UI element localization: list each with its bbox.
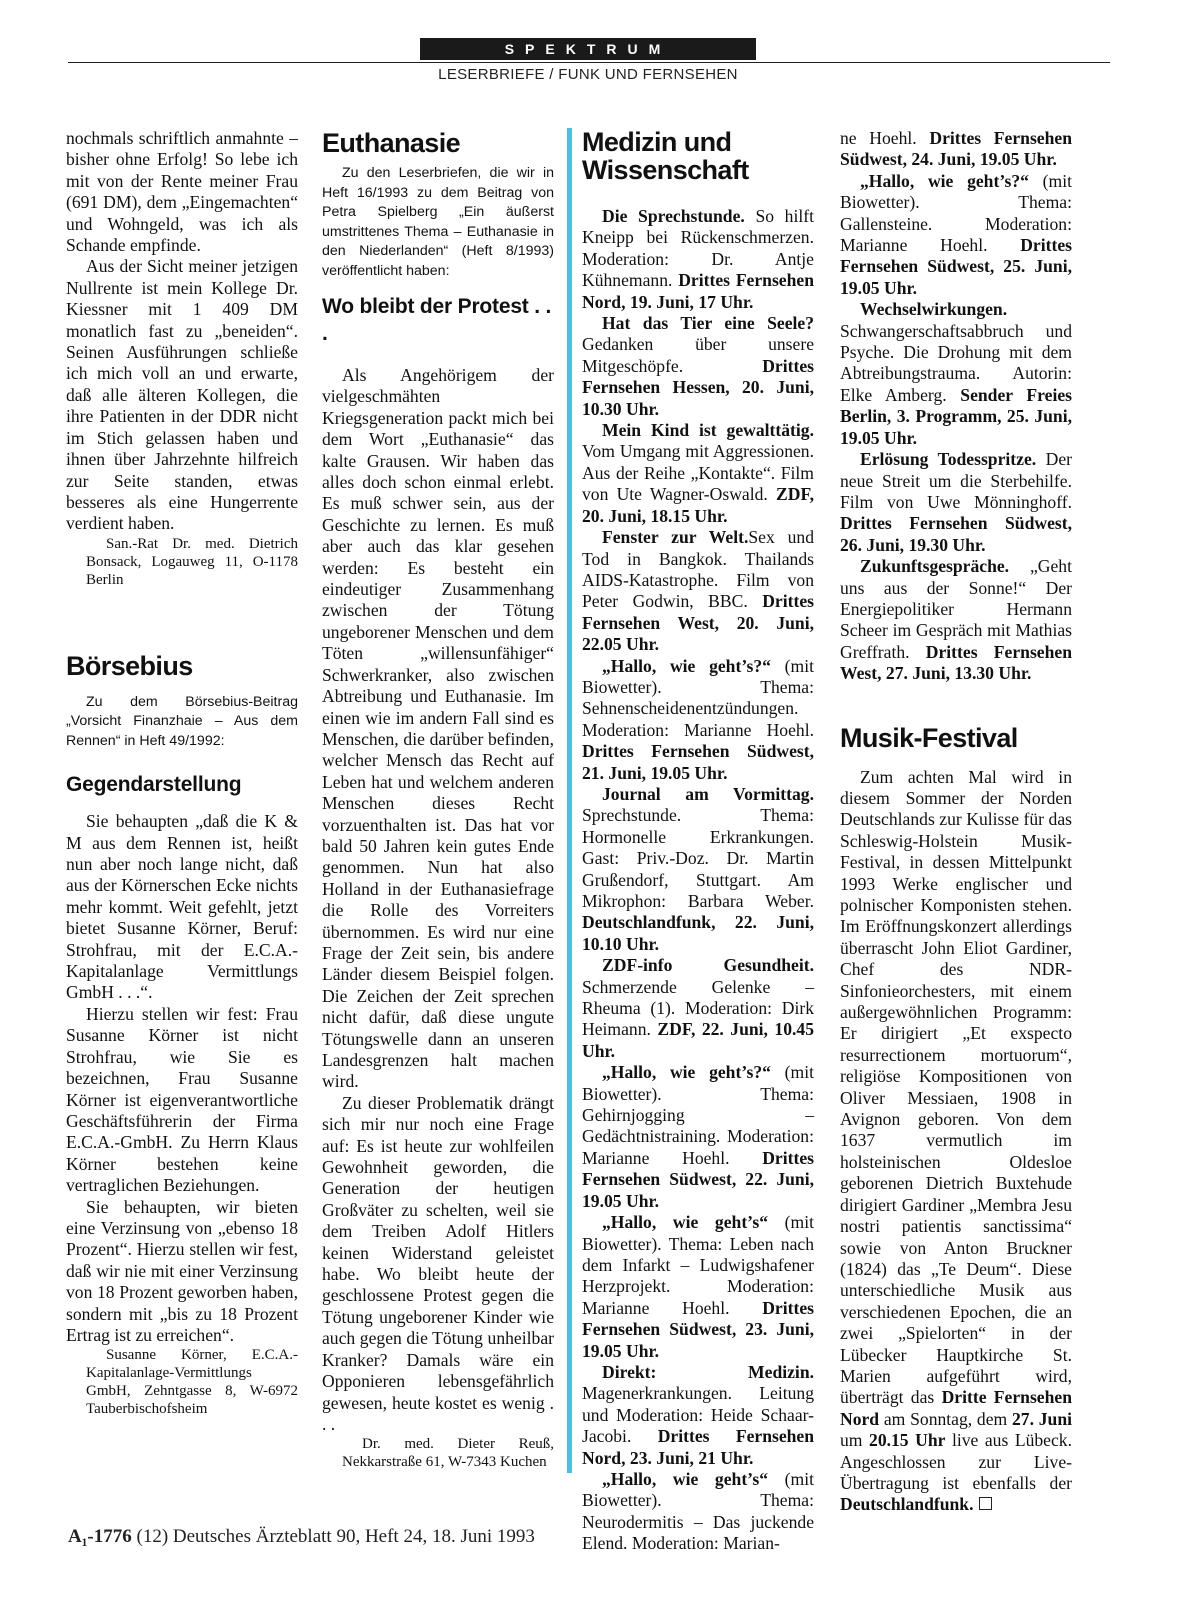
letter-paragraph: Hierzu stellen wir fest: Frau Susanne Körner ist nicht Strohfrau, wie Sie es bezeichnen, Frau Susanne Körner ist eigenverantwortliche Geschäftsführerin der Firma E.C.A.-GmbH. Zu Herrn Klaus Körner bestehen keine vertraglichen Beziehungen.: [66, 1003, 298, 1196]
letter-signature: Susanne Körner, E.C.A.-Kapitalanlage-Vermittlungs GmbH, Zehntgasse 8, W-6972 Tauberbischofsheim: [86, 1347, 298, 1418]
letter-signature: San.-Rat Dr. med. Dietrich Bonsack, Logauweg 11, O-1178 Berlin: [86, 535, 298, 588]
tv-listing: „Hallo, wie geht’s“ (mit Biowetter). Thema: Leben nach dem Infarkt – Ludwigshafener Herzprojekt. Moderation: Marianne Hoehl. Drittes Fernsehen Südwest, 23. Juni, 19.05 Uhr.: [582, 1212, 814, 1361]
subsection-title: Wo bleibt der Protest . . .: [322, 295, 552, 345]
tv-listing: Zukunftsgespräche. „Geht uns aus der Sonne!“ Der Energiepolitiker Hermann Scheer im Gespräch mit Mathias Greffrath. Drittes Fernsehen West, 27. Juni, 13.30 Uhr.: [840, 556, 1072, 684]
page-number: A₁-1776: [68, 1526, 132, 1547]
column-3: [582, 128, 814, 1555]
letter-paragraph: Zu dieser Problematik drängt sich mir nur noch eine Frage auf: Es ist heute zur wohlfeilen Gewohnheit geworden, die Generation der heutigen Großväter zu schelten, weil sie dem Treiben Adolf Hitlers keinen Widerstand geleistet habe. Wo bleibt heute der geschlossene Protest gegen die Tötung ungeborener Kinder wie auch gegen die Tötung unheilbar Kranker? Damals wäre ein Opponieren lebensgefährlich gewesen, heute kostet es wenig . . .: [322, 1092, 554, 1434]
section-title-medizin: Medizin und Wissenschaft: [582, 127, 749, 185]
publication-info: (12) Deutsches Ärzteblatt 90, Heft 24, 18. Juni 1993: [136, 1526, 535, 1547]
end-of-article-icon: [979, 1497, 992, 1510]
letter-paragraph: Sie behaupten, wir bieten eine Verzinsung von „ebenso 18 Prozent“. Hierzu stellen wir fest, daß wir nie mit einer Verzinsung von 18 Prozent geworben haben, sondern mit „bis zu 18 Prozent Ertrag ist zu erreichen“.: [66, 1196, 298, 1345]
header-rule: [68, 62, 1110, 63]
column-2: [322, 128, 554, 1471]
festival-paragraph: Zum achten Mal wird in diesem Sommer der Norden Deutschlands zur Kulisse für das Schleswig-Holstein Musik-Festival, in dessen Mittelpunkt 1993 Werke englischer und polnischer Komponisten stehen. Im Eröffnungskonzert allerdings überrascht John Eliot Gardiner, Chef des NDR-Sinfonieorchesters, mit einem außergewöhnlichen Programm: Er dirigiert „Et exspecto resurrectionem mortuorum“, religiöse Kompositionen von Oliver Messiaen, 1908 in Avignon geboren. Von dem 1637 vermutlich im holsteinischen Oldesloe geborenen Dietrich Buxtehude dirigiert Gardiner „Membra Jesu nostri patientis sanctissima“ sowie von Anton Bruckner (1824) das „Te Deum“. Diese unterschiedliche Musik aus verschiedenen Epochen, die an zwei „Spielorten“ in der Lübecker Hauptkirche St. Marien aufgeführt wird, überträgt das Dritte Fernsehen Nord am Sonntag, dem 27. Juni um 20.15 Uhr live aus Lübeck. Angeschlossen zur Live-Übertragung ist ebenfalls der Deutschlandfunk.: [840, 766, 1072, 1515]
tv-listings: [582, 206, 814, 1555]
tv-listing: Fenster zur Welt.Sex und Tod in Bangkok. Thailands AIDS-Katastrophe. Film von Peter Godwin, BBC. Drittes Fernsehen West, 20. Juni, 22.05 Uhr.: [582, 527, 814, 655]
tv-listing: ne Hoehl. Drittes Fernsehen Südwest, 24. Juni, 19.05 Uhr.: [840, 128, 1072, 170]
tv-listing: ZDF-info Gesundheit. Schmerzende Gelenke – Rheuma (1). Moderation: Dirk Heimann. ZDF, 22. Juni, 10.45 Uhr.: [582, 955, 814, 1061]
tv-listing: Erlösung Todesspritze. Der neue Streit um die Sterbehilfe. Film von Uwe Mönninghoff. Drittes Fernsehen Südwest, 26. Juni, 19.30 Uhr.: [840, 449, 1072, 555]
tv-listing: „Hallo, wie geht’s?“ (mit Biowetter). Thema: Gehirnjogging – Gedächtnistraining. Moderation: Marianne Hoehl. Drittes Fernsehen Südwest, 22. Juni, 19.05 Uhr.: [582, 1062, 814, 1211]
tv-listing: „Hallo, wie geht’s?“ (mit Biowetter). Thema: Sehnenscheidenentzündungen. Moderation: Marianne Hoehl. Drittes Fernsehen Südwest, 21. Juni, 19.05 Uhr.: [582, 655, 814, 783]
letter-signature: Dr. med. Dieter Reuß, Nekkarstraße 61, W-7343 Kuchen: [342, 1436, 554, 1471]
letter-paragraph: Aus der Sicht meiner jetzigen Nullrente ist mein Kollege Dr. Kiessner mit 1 409 DM monatlich fast zu „beneiden“. Seinen Ausführungen schließe ich mich voll an und erwarte, daß alle älteren Kollegen, die ihre Patienten in der DDR nicht im Stich gelassen haben und ihnen über Jahrzehnte hilfreich zur Seite standen, etwas besseres als eine Hungerrente verdient haben.: [66, 256, 298, 534]
letter-paragraph: nochmals schriftlich anmahnte – bisher ohne Erfolg! So lebe ich mit von der Rente meiner Frau (691 DM), dem „Eingemachten“ und Wohngeld, was ich als Schande empfinde.: [66, 128, 298, 256]
tv-listing: Hat das Tier eine Seele? Gedanken über unsere Mitgeschöpfe. Drittes Fernsehen Hessen, 20. Juni, 10.30 Uhr.: [582, 313, 814, 419]
letter-paragraph: Als Angehörigem der vielgeschmähten Kriegsgeneration packt mich bei dem Wort „Euthanasie“ das kalte Grausen. Wir haben das alles doch schon einmal erlebt. Es muß schwer sein, aus der Geschichte zu lernen. Es muß aber auch das klar gesehen werden: Es besteht ein eindeutiger Zusammenhang zwischen der Tötung ungeborener Menschen und dem Töten „willensunfähiger“ Schwerkranker, also zwischen Abtreibung und Euthanasie. Im einen wie im andern Fall sind es Menschen, die darüber befinden, welcher Mensch das Recht auf Leben hat und welchem anderen Menschen dieses Recht vorzuenthalten ist. Das hat vor bald 50 Jahren kein gutes Ende genommen. Nun hat also Holland in der Euthanasiefrage die Rolle des Vorreiters übernommen. Es wird nur eine Frage der Zeit sein, bis andere Länder diesem Beispiel folgen. Die Zeichen der Zeit sprechen nicht dafür, daß diese ungute Tötungswelle dann an unseren Landesgrenzen halt machen wird.: [322, 365, 554, 1092]
tv-listing: Direkt: Medizin. Magenerkrankungen. Leitung und Moderation: Heide Schaar-Jacobi. Drittes Fernsehen Nord, 23. Juni, 21 Uhr.: [582, 1361, 815, 1468]
tv-listing: Wechselwirkungen. Schwangerschaftsabbruch und Psyche. Die Drohung mit dem Abtreibungstrauma. Autorin: Elke Amberg. Sender Freies Berlin, 3. Programm, 25. Juni, 19.05 Uhr.: [840, 299, 1072, 448]
section-banner: SPEKTRUM: [420, 38, 756, 60]
section-title-boersebius: Börsebius: [66, 650, 193, 681]
section-title-festival: Musik-Festival: [840, 722, 1018, 753]
tv-listing: „Hallo, wie geht’s“ (mit Biowetter). Thema: Neurodermitis – Das juckende Elend. Moderation: Marian-: [582, 1468, 814, 1554]
page-footer: [68, 1526, 535, 1548]
tv-listing: Journal am Vormittag. Sprechstunde. Thema: Hormonelle Erkrankungen. Gast: Priv.-Doz. Dr. Martin Grußendorf, Stuttgart. Am Mikrophon: Barbara Weber. Deutschlandfunk, 22. Juni, 10.10 Uhr.: [582, 783, 814, 954]
tv-listing: Die Sprechstunde. So hilft Kneipp bei Rückenschmerzen. Moderation: Dr. Antje Kühnemann. Drittes Fernsehen Nord, 19. Juni, 17 Uhr.: [582, 206, 814, 312]
column-accent-bar: [567, 128, 572, 1473]
subsection-title: Gegendarstellung: [66, 773, 242, 797]
section-intro: Zu dem Börsebius-Beitrag „Vorsicht Finanzhaie – Aus dem Rennen“ in Heft 49/1992:: [66, 693, 298, 749]
section-subtitle: LESERBRIEFE / FUNK UND FERNSEHEN: [438, 66, 738, 83]
section-intro: Zu den Leserbriefen, die wir in Heft 16/1993 zu dem Beitrag von Petra Spielberg „Ein äußerst umstrittenes Thema – Euthanasie in den Niederlanden“ (Heft 8/1993) veröffentlicht haben:: [322, 165, 554, 279]
tv-listings: [840, 171, 1072, 685]
section-title-euthanasie: Euthanasie: [322, 128, 461, 158]
tv-listing: Mein Kind ist gewalttätig. Vom Umgang mit Aggressionen. Aus der Reihe „Kontakte“. Film von Ute Wagner-Oswald. ZDF, 20. Juni, 18.15 Uhr.: [582, 420, 814, 526]
column-4: [840, 128, 1072, 1516]
letter-paragraph: Sie behaupten „daß die K & M aus dem Rennen ist, heißt nun aber noch lange nicht, daß aus der Körnerschen Ecke nichts mehr kommt. Weit gefehlt, jetzt bietet Susanne Körner, Beruf: Strohfrau, mit der E.C.A.-Kapitalanlage Vermittlungs GmbH . . .“.: [66, 811, 298, 1003]
tv-listing: „Hallo, wie geht’s?“ (mit Biowetter). Thema: Gallensteine. Moderation: Marianne Hoehl. Drittes Fernsehen Südwest, 25. Juni, 19.05 Uhr.: [840, 170, 1072, 298]
column-1: [66, 128, 298, 1418]
